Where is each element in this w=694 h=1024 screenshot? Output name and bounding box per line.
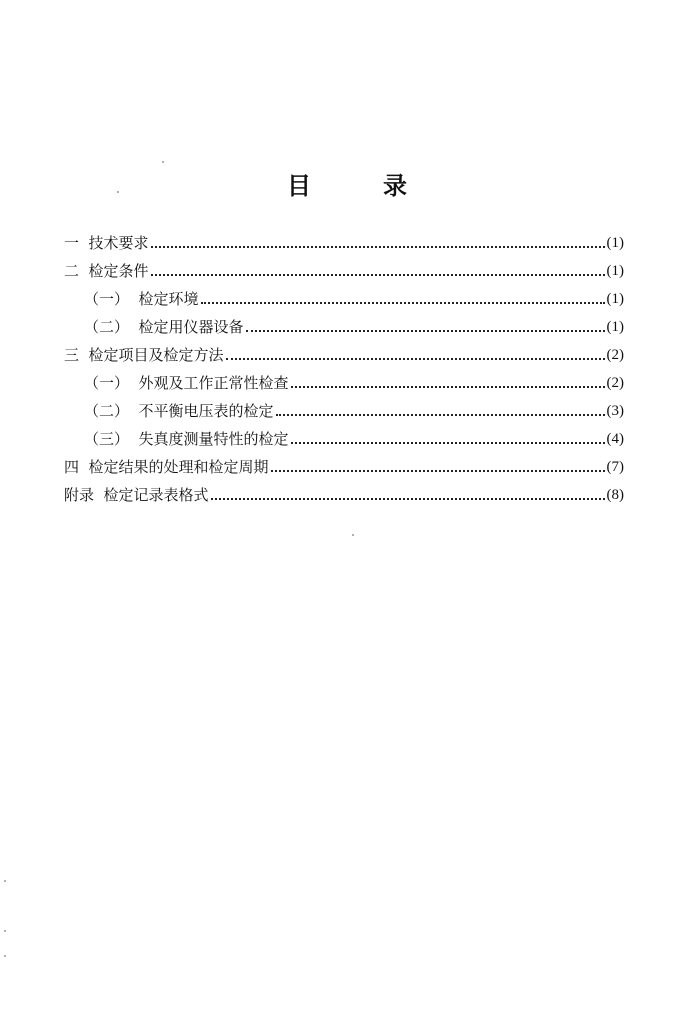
page-title — [0, 170, 694, 202]
scan-speck — [117, 191, 119, 193]
toc-leader-dots — [271, 453, 605, 481]
toc-page-number: (1) — [606, 263, 624, 279]
toc-page-number: (2) — [606, 347, 624, 363]
toc-label: 技术要求 — [88, 234, 149, 252]
toc-row-10 — [64, 481, 624, 509]
toc-leader-dots — [291, 425, 605, 453]
toc-number: 一 — [64, 234, 89, 252]
toc-row-6 — [64, 369, 624, 397]
toc-page-number: (7) — [606, 459, 624, 475]
scan-speck — [4, 880, 6, 882]
toc-label: 检定结果的处理和检定周期 — [88, 458, 269, 476]
toc-leader-dots — [151, 229, 605, 257]
toc-number: （一） — [84, 374, 139, 392]
toc-number: 四 — [64, 458, 89, 476]
toc-page-number: (3) — [606, 403, 624, 419]
toc-number: 二 — [64, 262, 89, 280]
toc-page-number: (2) — [606, 375, 624, 391]
table-of-contents — [64, 229, 624, 509]
toc-leader-dots — [151, 257, 605, 285]
toc-row-4 — [64, 313, 624, 341]
scan-speck — [352, 534, 354, 536]
toc-row-3 — [64, 285, 624, 313]
toc-number: 附录 — [64, 486, 104, 504]
toc-row-1 — [64, 229, 624, 257]
toc-label: 失真度测量特性的检定 — [138, 430, 289, 448]
toc-number: （一） — [84, 290, 139, 308]
toc-leader-dots — [246, 313, 605, 341]
toc-page-number: (1) — [606, 235, 624, 251]
toc-page-number: (4) — [606, 431, 624, 447]
toc-label: 不平衡电压表的检定 — [138, 402, 274, 420]
title-char-2: 录 — [383, 172, 407, 200]
toc-leader-dots — [211, 481, 605, 509]
toc-label: 检定项目及检定方法 — [88, 346, 224, 364]
toc-row-8 — [64, 425, 624, 453]
toc-label: 外观及工作正常性检查 — [138, 374, 289, 392]
toc-row-7 — [64, 397, 624, 425]
title-char-1: 目 — [287, 172, 311, 200]
scan-speck — [162, 161, 164, 163]
toc-page-number: (8) — [606, 487, 624, 503]
toc-number: （二） — [84, 318, 139, 336]
toc-number: （二） — [84, 402, 139, 420]
toc-page-number: (1) — [606, 291, 624, 307]
toc-page-number: (1) — [606, 319, 624, 335]
toc-label: 检定用仪器设备 — [138, 318, 244, 336]
toc-leader-dots — [291, 369, 605, 397]
toc-number: （三） — [84, 430, 139, 448]
toc-leader-dots — [201, 285, 605, 313]
toc-number: 三 — [64, 346, 89, 364]
toc-leader-dots — [226, 341, 605, 369]
toc-row-5 — [64, 341, 624, 369]
scan-speck — [4, 930, 6, 932]
toc-label: 检定记录表格式 — [103, 486, 209, 504]
toc-label: 检定环境 — [138, 290, 199, 308]
toc-leader-dots — [276, 397, 605, 425]
toc-row-9 — [64, 453, 624, 481]
toc-label: 检定条件 — [88, 262, 149, 280]
toc-row-2 — [64, 257, 624, 285]
scan-speck — [4, 955, 6, 957]
